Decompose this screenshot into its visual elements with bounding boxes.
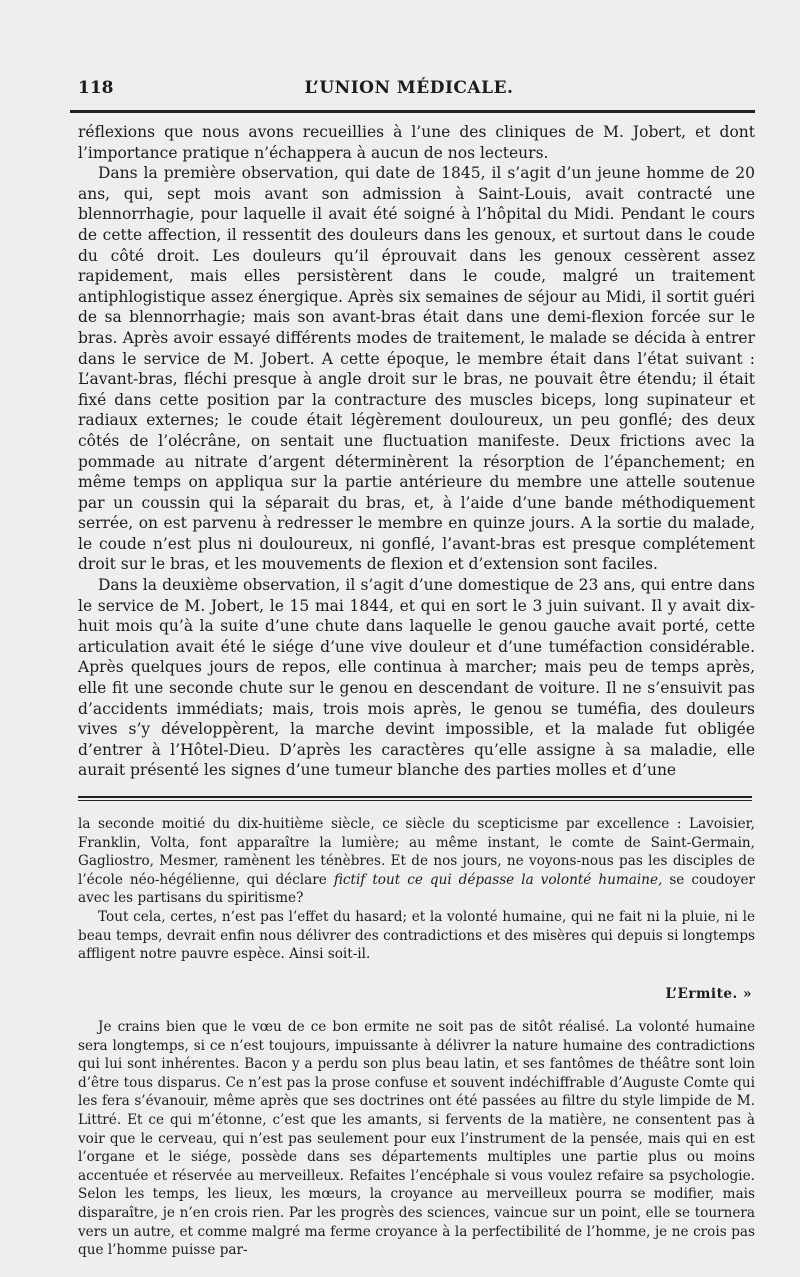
feuilleton-italic-quote: fictif tout ce qui dépasse la volonté humaine,: [333, 871, 663, 888]
running-title: L’UNION MÉDICALE.: [304, 78, 514, 98]
feuilleton-text: [78, 815, 755, 964]
paragraph-first-observation: Dans la première observation, qui date de 1845, il s’agit d’un jeune homme de 20 ans, qui, sept mois avant son admission à Saint-Louis, avait contracté une blennorrhagie, pour laquelle il avait été soigné à l’hôpital du Midi. Pendant le cours de cette affection, il ressentit des douleurs dans les genoux, et surtout dans le coude du côté droit. Les douleurs qu’il éprouvait dans les genoux cessèrent assez rapidement, mais elles persistèrent dans le coude, malgré un traitement antiphlogistique assez énergique. Après six semaines de séjour au Midi, il sortit guéri de sa blennorrhagie; mais son avant-bras était dans une demi-flexion forcée sur le bras. Après avoir essayé différents modes de traitement, le malade se décida à entrer dans le service de M. Jobert. A cette époque, le membre était dans l’état suivant : L’avant-bras, fléchi presque à angle droit sur le bras, ne pouvait être étendu; il était fixé dans cette position par la contracture des muscles biceps, long supinateur et radiaux externes; le coude était légèrement douloureux, un peu gonflé; des deux côtés de l’olécrâne, on sentait une fluctuation manifeste. Deux frictions avec la pommade au nitrate d’argent déterminèrent la résorption de l’épanchement; en même temps on appliqua sur la partie antérieure du membre une attelle soutenue par un coussin qui la séparait du bras, et, à l’aide d’une bande méthodiquement serrée, on est parvenu à redresser le membre en quinze jours. A la sortie du malade, le coude n’est plus ni douloureux, ni gonflé, l’avant-bras est presque complétement droit sur le bras, et les mouvements de flexion et d’extension sont faciles.: [78, 164, 755, 574]
paragraph-second-observation: Dans la deuxième observation, il s’agit d’une domestique de 23 ans, qui entre dans le service de M. Jobert, le 15 mai 1844, et qui en sort le 3 juin suivant. Il y avait dix-huit mois qu’à la suite d’une chute dans laquelle le genou gauche avait porté, cette articulation avait été le siége d’une vive douleur et d’une tuméfaction considérable. Après quelques jours de repos, elle continua à marcher; mais peu de temps après, elle fit une seconde chute sur le genou en descendant de voiture. Il ne s’ensuivit pas d’accidents immédiats; mais, trois mois après, le genou se tuméfia, des douleurs vives s’y développèrent, la marche devint impossible, et la malade fut obligée d’entrer à l’Hôtel-Dieu. D’après les caractères qu’elle assigne à sa maladie, elle aurait présenté les signes d’une tumeur blanche des parties molles et d’une: [78, 576, 755, 780]
footnote-separator-rule: [78, 796, 752, 798]
page-header: [78, 72, 740, 106]
editor-note-paragraph: Je crains bien que le vœu de ce bon ermite ne soit pas de sitôt réalisé. La volonté humaine sera longtemps, si ce n’est toujours, impuissante à délivrer la nature humaine des contradictions qui lui sont inhérentes. Bacon y a perdu son plus beau latin, et ses fantômes de théâtre sont loin d’être tous disparus. Ce n’est pas la prose confuse et souvent indéchiffrable d’Auguste Comte qui les fera s’évanouir, même après que ses doctrines ont été passées au filtre du style limpide de M. Littré. Et ce qui m’étonne, c’est que les amants, si fervents de la matière, ne consentent pas à voir que le cerveau, qui n’est pas seulement pour eux l’instrument de la pensée, mais qui en est l’organe et le siége, possède dans ses départements multiples une partie plus ou moins accentuée et réservée au merveilleux. Refaites l’encéphale si vous voulez refaire sa psychologie. Selon les temps, les lieux, les mœurs, la croyance au merveilleux pourra se modifier, mais disparaître, je n’en crois rien. Par les progrès des sciences, vaincue sur un point, elle se tournera vers un autre, et comme malgré ma ferme croyance à la perfectibilité de l’homme, je ne crois pas que l’homme puisse par-: [78, 1019, 755, 1259]
header-rule: [70, 110, 755, 113]
editor-note: [78, 1018, 755, 1260]
footnote-separator-rule-thin: [78, 800, 752, 801]
feuilleton-paragraph: Tout cela, certes, n’est pas l’effet du hasard; et la volonté humaine, qui ne fait ni la pluie, ni le beau temps, devrait enfin nous délivrer des contradictions et des misères qui depuis si longtemps affligent notre pauvre espèce. Ainsi soit-il.: [78, 908, 755, 963]
feuilleton-text-part: la seconde moitié du dix-huitième siècle, ce siècle du scepticisme par excellence : Lavoisier, Franklin, Volta, font apparaître la lumière; au même instant, le comte de Saint-Germain, Gagliostro, Mesmer, ramènent les ténèbres. Et de nos jours, ne voyons-nous pas les disciples de l’école néo-hégélienne, qui déclare: [78, 816, 755, 888]
signature: L’Ermite. »: [665, 986, 752, 1002]
feuilleton-text-part: se coudoyer avec les partisans du spiritisme?: [78, 871, 755, 907]
feuilleton-paragraph: [78, 815, 755, 908]
paragraph-continuation: réflexions que nous avons recueillies à l’une des cliniques de M. Jobert, et dont l’importance pratique n’échappera à aucun de nos lecteurs.: [78, 123, 755, 162]
page-number: 118: [78, 78, 114, 98]
main-text: [78, 122, 755, 781]
